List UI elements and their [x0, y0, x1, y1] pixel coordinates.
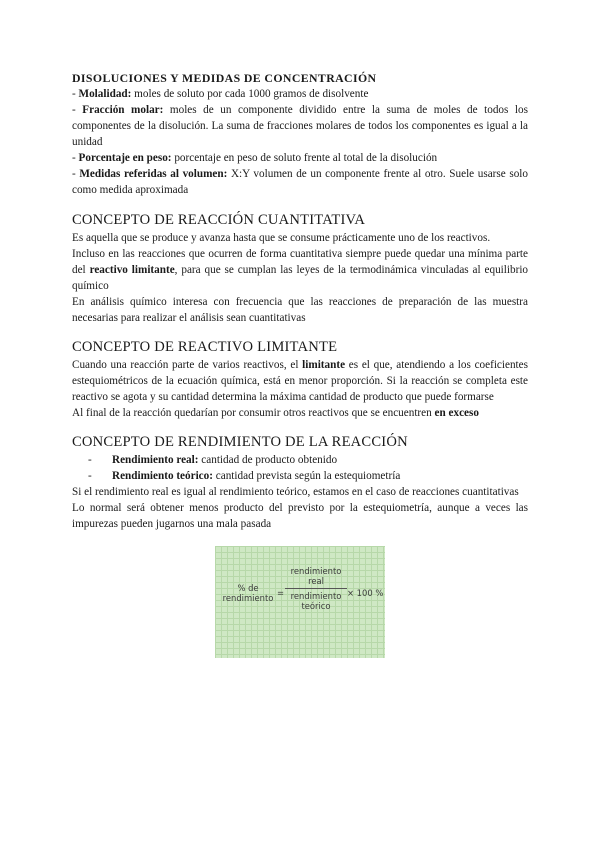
- medidas-text: X:Y volumen de un componente frente al otro. Suele usarse solo como medida aproximada: [72, 168, 528, 196]
- fraction-bar: [285, 588, 347, 589]
- section-disoluciones: [72, 70, 528, 198]
- text-span: , para que se cumplan las leyes de la termodinámica vinculadas al equilibrio químico: [72, 264, 529, 292]
- formula-left-line2: rendimiento: [222, 593, 274, 603]
- fraccion-text: moles de un componente dividido entre la suma de moles de todos los componentes de la disolución. La suma de fracciones molares de todos los componentes es igual a la unidad: [72, 104, 528, 148]
- section-title-disoluciones: DISOLUCIONES Y MEDIDAS DE CONCENTRACIÓN: [72, 71, 377, 85]
- bullet-dash: -: [88, 470, 92, 482]
- porcentaje-label: Porcentaje en peso:: [78, 152, 172, 164]
- porcentaje-text: porcentaje en peso de soluto frente al total de la disolución: [171, 152, 438, 164]
- formula-equals: =: [277, 588, 285, 598]
- item-fraccion-molar: - Fracción molar: moles de un componente dividido entre la suma de moles de todos los componentes de la disolución. La suma de fracciones molares de todos los componentes es igual a la unidad: [72, 104, 528, 148]
- text-span: cantidad de producto obtenido: [198, 454, 338, 466]
- formula-times-100: × 100 %: [347, 588, 384, 598]
- text-span: cantidad prevista según la estequiometría: [212, 470, 401, 482]
- text-span: Cuando una reacción parte de varios reactivos, el: [72, 359, 303, 371]
- paragraph: Es aquella que se produce y avanza hasta que se consume prácticamente uno de los reactivos.: [72, 232, 491, 244]
- text-span: Al final de la reacción quedarían por consumir otros reactivos que se encuentren: [72, 407, 435, 419]
- item-porcentaje: - Porcentaje en peso: porcentaje en peso de soluto frente al total de la disolución: [72, 152, 438, 164]
- rendimiento-list: [72, 452, 528, 484]
- item-molalidad: - Molalidad: moles de soluto por cada 1000 gramos de disolvente: [72, 88, 369, 100]
- formula-denominator-line1: rendimiento: [290, 591, 342, 601]
- paragraph: Si el rendimiento real es igual al rendimiento teórico, estamos en el caso de reacciones cuantitativas: [72, 486, 519, 498]
- formula-numerator-line2: real: [308, 576, 324, 586]
- paragraph: [72, 246, 528, 294]
- section-title-rendimiento: CONCEPTO DE RENDIMIENTO DE LA REACCIÓN: [72, 434, 408, 450]
- paragraph: En análisis químico interesa con frecuencia que las reacciones de preparación de las muestra necesarias para realizar el análisis sean cuantitativas: [72, 296, 528, 324]
- bullet-dash: -: [88, 454, 92, 466]
- fraccion-label: Fracción molar:: [82, 104, 164, 116]
- formula-left-line1: % de: [237, 583, 259, 593]
- formula-numerator-line1: rendimiento: [290, 566, 342, 576]
- formula-figure-wrap: [72, 546, 528, 658]
- paragraph: [72, 357, 528, 405]
- formula-denominator-line2: teórico: [301, 601, 331, 611]
- molalidad-text: moles de soluto por cada 1000 gramos de disolvente: [131, 88, 369, 100]
- section-reactivo-limitante: [72, 337, 528, 421]
- limitante-bold: limitante: [302, 359, 346, 371]
- item-medidas-volumen: - Medidas referidas al volumen: X:Y volumen de un componente frente al otro. Suele usarse solo como medida aproximada: [72, 168, 528, 196]
- molalidad-label: Molalidad:: [78, 88, 132, 100]
- rendimiento-real-label: Rendimiento real:: [112, 454, 199, 466]
- list-item: [72, 452, 528, 468]
- medidas-label: Medidas referidas al volumen:: [79, 168, 228, 180]
- paragraph: [72, 405, 528, 421]
- rendimiento-formula-image: [215, 546, 385, 658]
- section-rendimiento: [72, 432, 528, 532]
- formula-left: [219, 583, 277, 603]
- section-reaccion-cuantitativa: [72, 210, 528, 326]
- en-exceso-bold: en exceso: [434, 407, 479, 419]
- section-title-reactivo-limitante: CONCEPTO DE REACTIVO LIMITANTE: [72, 339, 338, 355]
- document-page: [72, 70, 528, 658]
- text-span: es el que, atendiendo a los coeficientes estequiométricos de la ecuación química, está en menor proporción. Si la reacción se completa este reactivo se agota y su cantidad determina la máxima cantidad de producto que puede formarse: [72, 359, 528, 403]
- text-span: Incluso en las reacciones que ocurren de forma cuantitativa siempre puede quedar una mínima parte del: [72, 248, 528, 276]
- list-item: [72, 468, 528, 484]
- formula-fraction: [285, 566, 347, 611]
- reactivo-limitante-bold: reactivo limitante: [89, 264, 175, 276]
- section-title-reaccion-cuantitativa: CONCEPTO DE REACCIÓN CUANTITATIVA: [72, 212, 366, 228]
- rendimiento-teorico-label: Rendimiento teórico:: [112, 470, 213, 482]
- paragraph: Lo normal será obtener menos producto del previsto por la estequiometría, aunque a veces las impurezas pueden jugarnos una mala pasada: [72, 502, 528, 530]
